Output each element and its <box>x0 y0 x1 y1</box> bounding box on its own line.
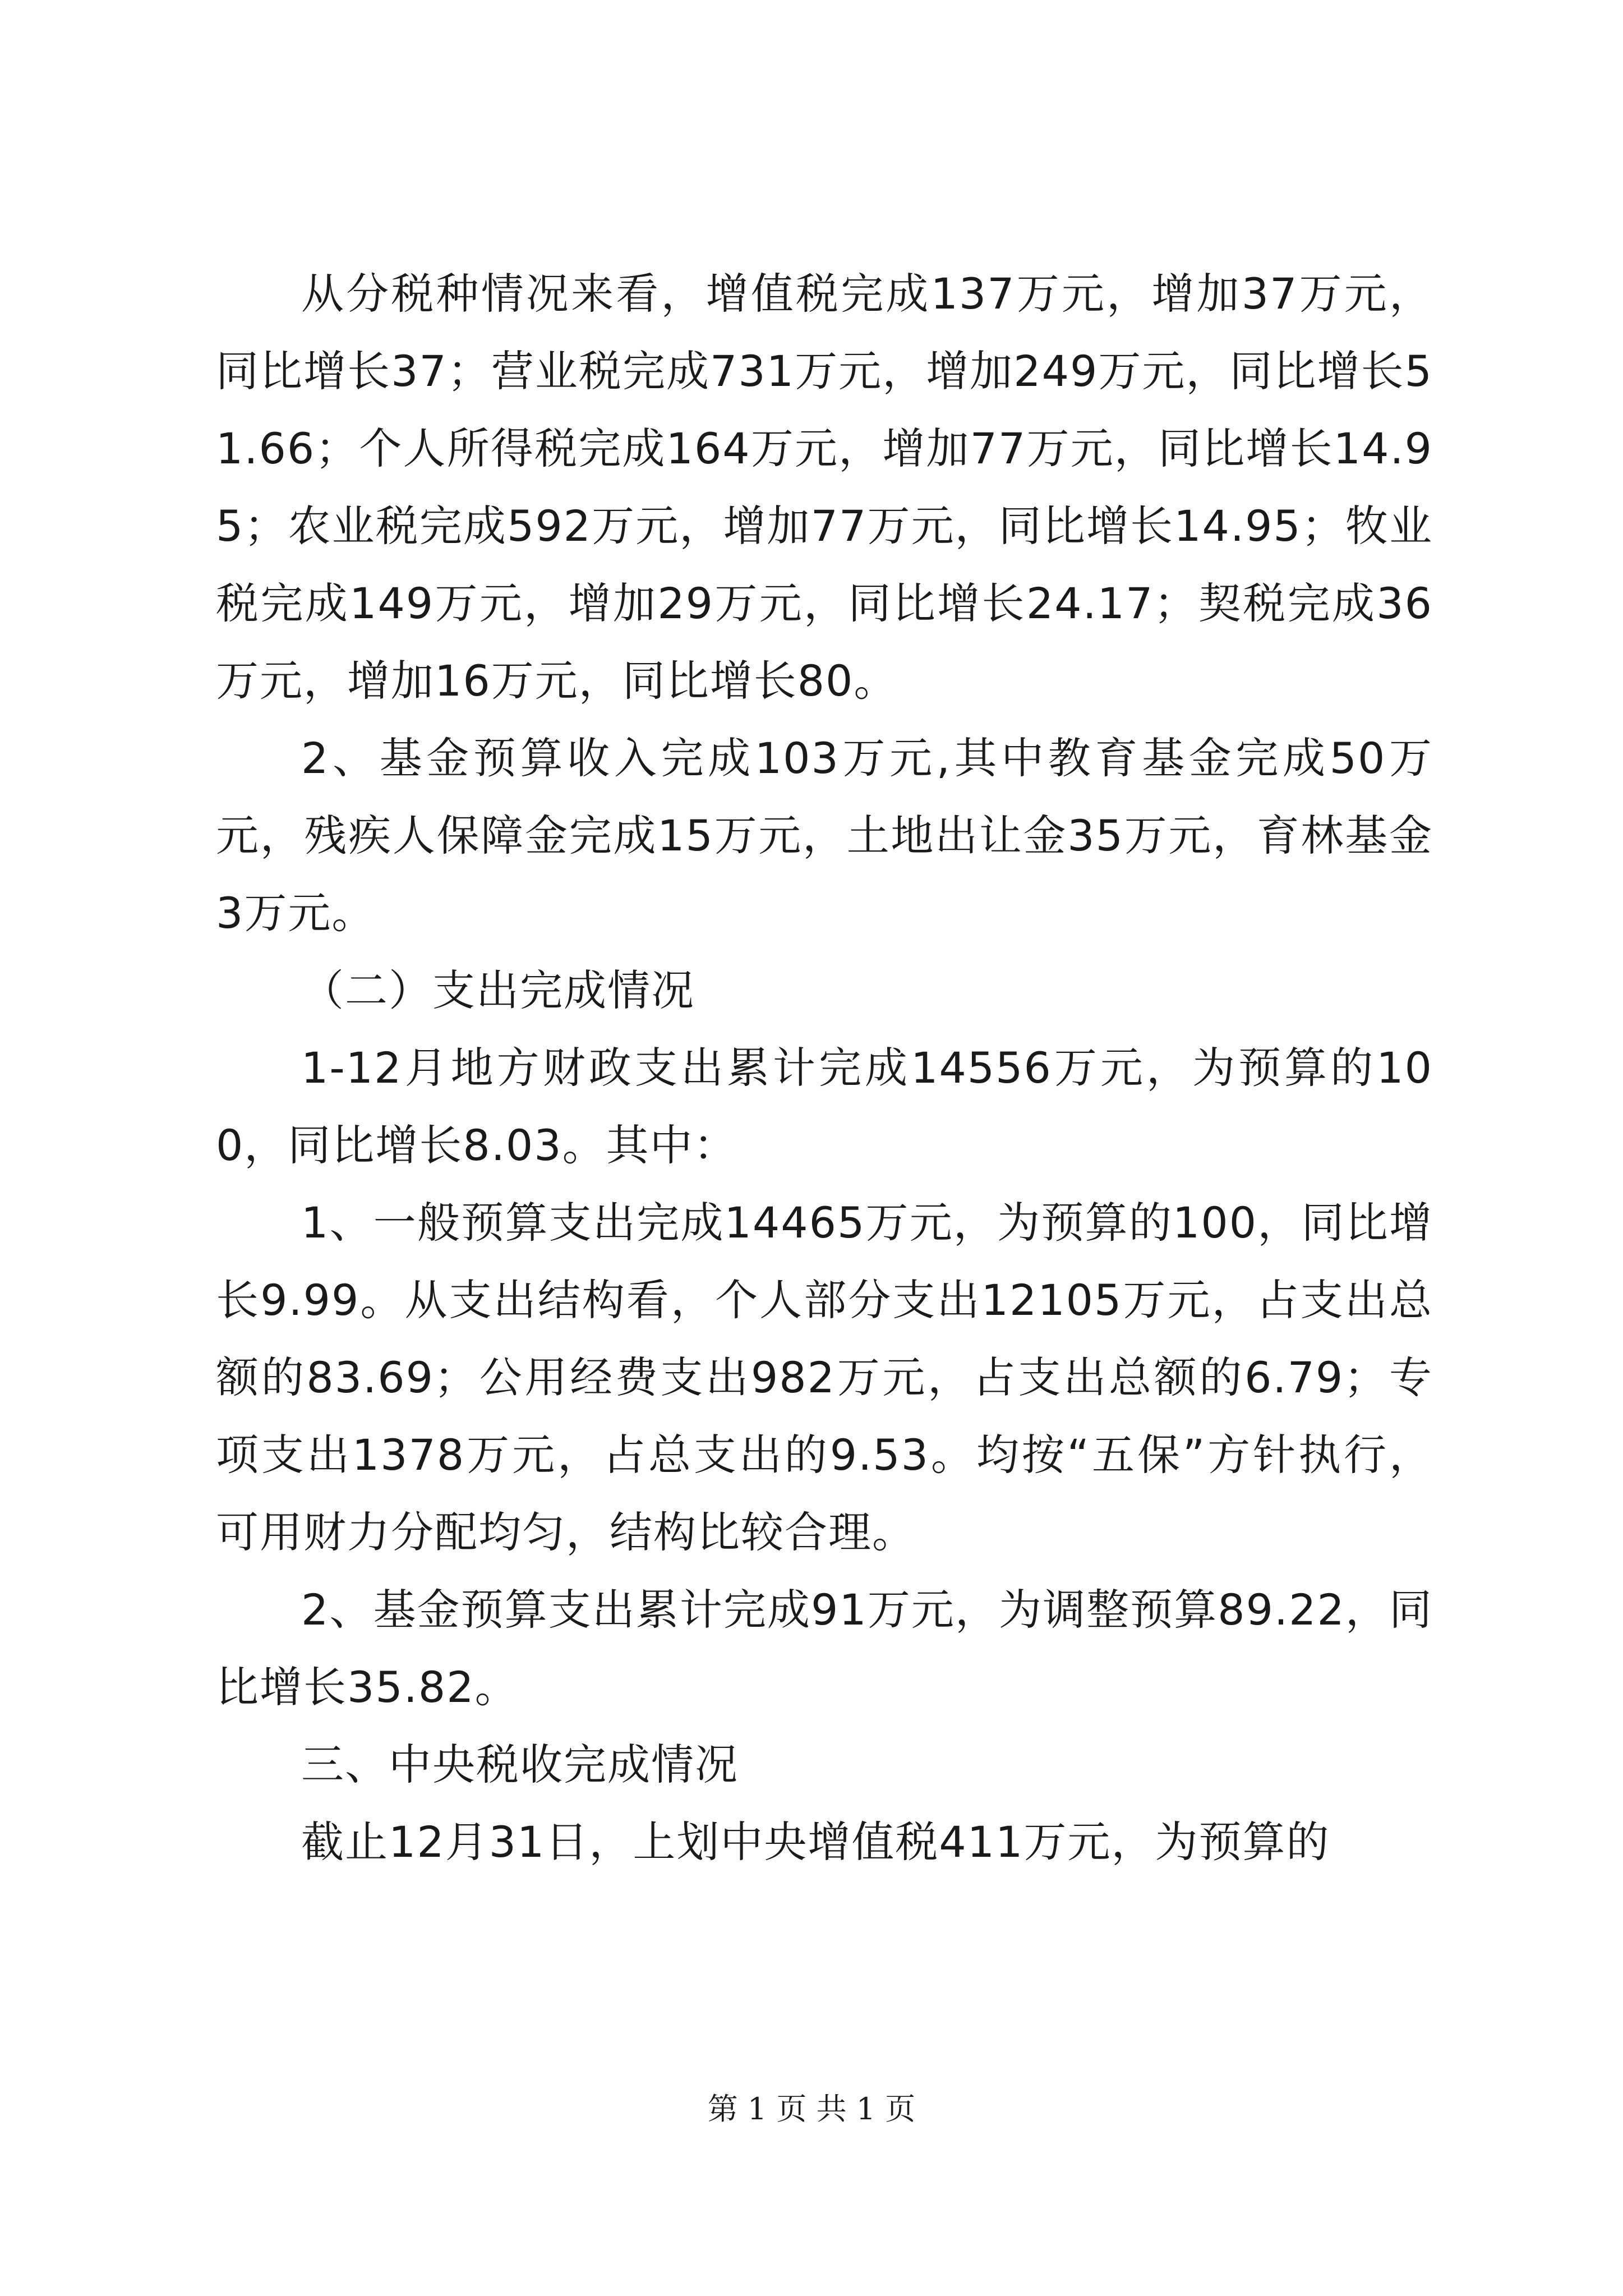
document-body <box>216 255 1433 1881</box>
paragraph-central-tax: 截止12月31日，上划中央增值税411万元，为预算的 <box>301 1817 1330 1867</box>
section-heading-central-tax: 三、中央税收完成情况 <box>301 1740 739 1789</box>
paragraph-general-budget-expenditure: 1、一般预算支出完成14465万元，为预算的100，同比增长9.99。从支出结构看，个人部分支出12105万元，占支出总额的83.69；公用经费支出982万元，占支出总额的6.79；专项支出1378万元，占总支出的9.53。均按“五保”方针执行，可用财力分配均匀，结构比较合理。 <box>216 1198 1433 1557</box>
section-heading-expenditure: （二）支出完成情况 <box>301 965 695 1015</box>
paragraph-expenditure-total: 1-12月地方财政支出累计完成14556万元，为预算的100，同比增长8.03。其中： <box>216 1043 1433 1170</box>
paragraph-tax-breakdown: 从分税种情况来看，增值税完成137万元，增加37万元，同比增长37；营业税完成731万元，增加249万元，同比增长51.66；个人所得税完成164万元，增加77万元，同比增长14.95；农业税完成592万元，增加77万元，同比增长14.95；牧业税完成149万元，增加29万元，同比增长24.17；契税完成36万元，增加16万元，同比增长80。 <box>216 269 1433 706</box>
page-footer: 第 1 页 共 1 页 <box>707 2091 916 2127</box>
paragraph-fund-budget-income: 2、基金预算收入完成103万元,其中教育基金完成50万元，残疾人保障金完成15万元，土地出让金35万元，育林基金3万元。 <box>216 733 1433 938</box>
paragraph-fund-budget-expenditure: 2、基金预算支出累计完成91万元，为调整预算89.22，同比增长35.82。 <box>216 1585 1433 1712</box>
